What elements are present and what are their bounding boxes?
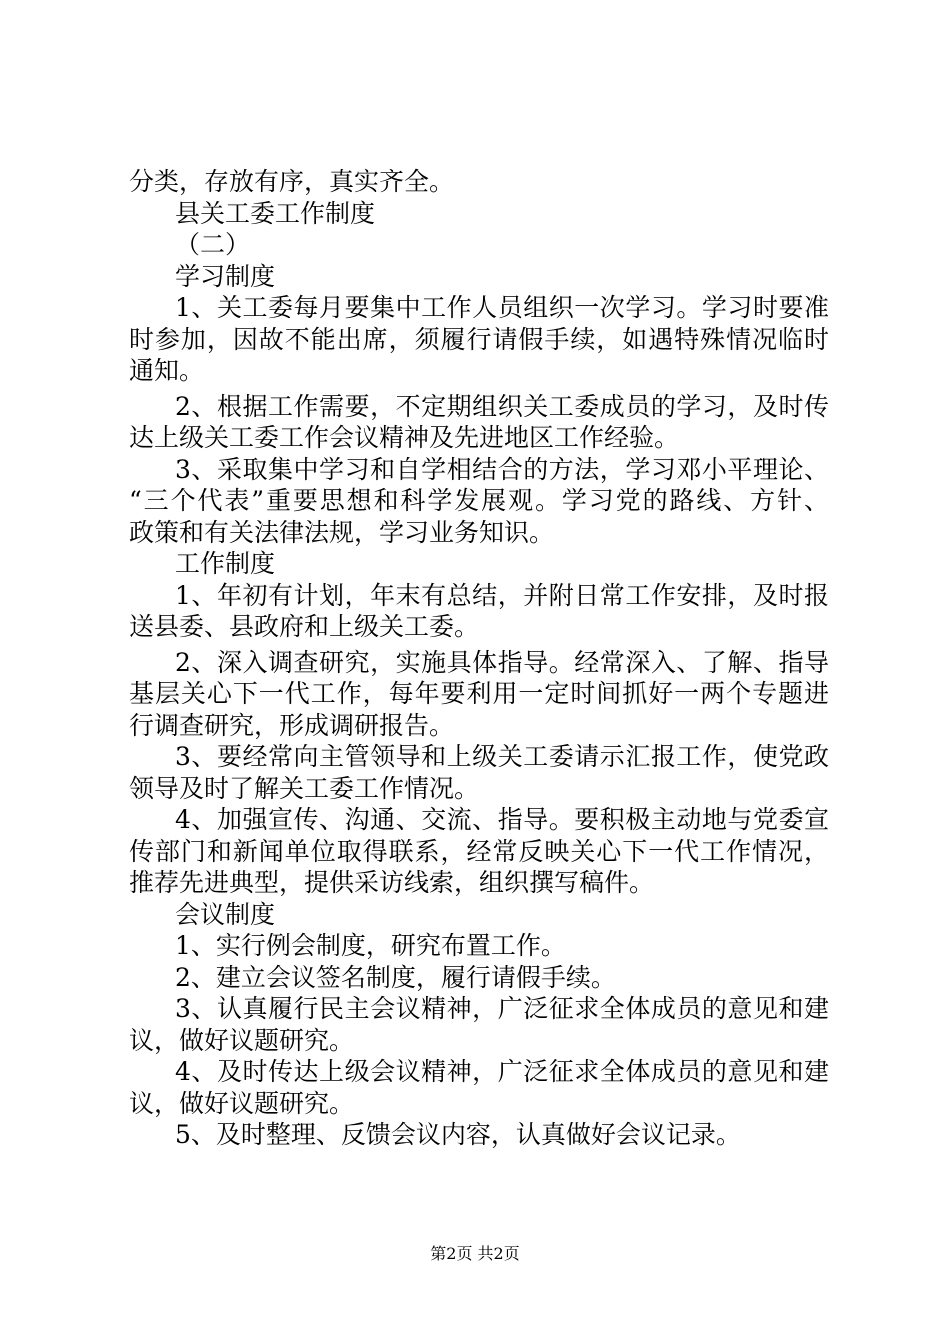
study-item-1-line-2: 时参加，因故不能出席，须履行请假手续，如遇特殊情况临时 [129,324,829,354]
section-heading-work: 工作制度 [175,549,276,578]
work-item-1-line-1: 1、年初有计划，年末有总结，并附日常工作安排，及时报 [175,580,829,610]
study-item-2-line-2: 达上级关工委工作会议精神及先进地区工作经验。 [129,423,680,452]
meeting-item-4-line-1: 4、及时传达上级会议精神，广泛征求全体成员的意见和建 [175,1057,829,1086]
document-body [129,166,829,1151]
work-item-4-line-1: 4、加强宣传、沟通、交流、指导。要积极主动地与党委宣 [175,805,829,834]
meeting-item-5: 5、及时整理、反馈会议内容，认真做好会议记录。 [175,1120,741,1149]
study-item-3-line-2: “三个代表”重要思想和科学发展观。学习党的路线、方针、 [129,486,829,515]
work-item-2-line-1: 2、深入调查研究，实施具体指导。经常深入、了解、指导 [175,647,829,677]
meeting-item-2: 2、建立会议签名制度，履行请假手续。 [175,962,616,992]
study-item-2-line-1: 2、根据工作需要，不定期组织关工委成员的学习，及时传 [175,391,829,421]
work-item-4-line-3: 推荐先进典型，提供采访线索，组织撰写稿件。 [129,868,655,897]
study-item-3-line-3: 政策和有关法律法规，学习业务知识。 [129,517,555,547]
work-item-3-line-1: 3、要经常向主管领导和上级关工委请示汇报工作，使党政 [175,742,829,771]
study-item-1-line-1: 1、关工委每月要集中工作人员组织一次学习。学习时要准 [175,293,829,322]
study-item-1-line-3: 通知。 [129,356,205,385]
section-number: （二） [175,230,251,259]
work-item-2-line-3: 行调查研究，形成调研报告。 [129,710,455,740]
section-heading-study: 学习制度 [175,261,276,291]
work-item-2-line-2: 基层关心下一代工作，每年要利用一定时间抓好一两个专题进 [129,679,829,708]
text-line: 分类，存放有序，真实齐全。 [129,167,455,196]
section-heading-meeting: 会议制度 [175,899,276,929]
study-item-3-line-1: 3、采取集中学习和自学相结合的方法，学习邓小平理论、 [175,454,829,484]
page-indicator: 第2页 共2页 [430,1244,520,1263]
meeting-item-4-line-2: 议，做好议题研究。 [129,1088,355,1118]
work-item-4-line-2: 传部门和新闻单位取得联系，经常反映关心下一代工作情况， [129,836,829,866]
work-item-3-line-2: 领导及时了解关工委工作情况。 [129,773,480,803]
meeting-item-3-line-1: 3、认真履行民主会议精神，广泛征求全体成员的意见和建 [175,994,829,1023]
work-item-1-line-2: 送县委、县政府和上级关工委。 [129,612,480,641]
meeting-item-3-line-2: 议，做好议题研究。 [129,1025,355,1055]
meeting-item-1: 1、实行例会制度，研究布置工作。 [175,931,566,960]
document-title: 县关工委工作制度 [175,198,376,228]
